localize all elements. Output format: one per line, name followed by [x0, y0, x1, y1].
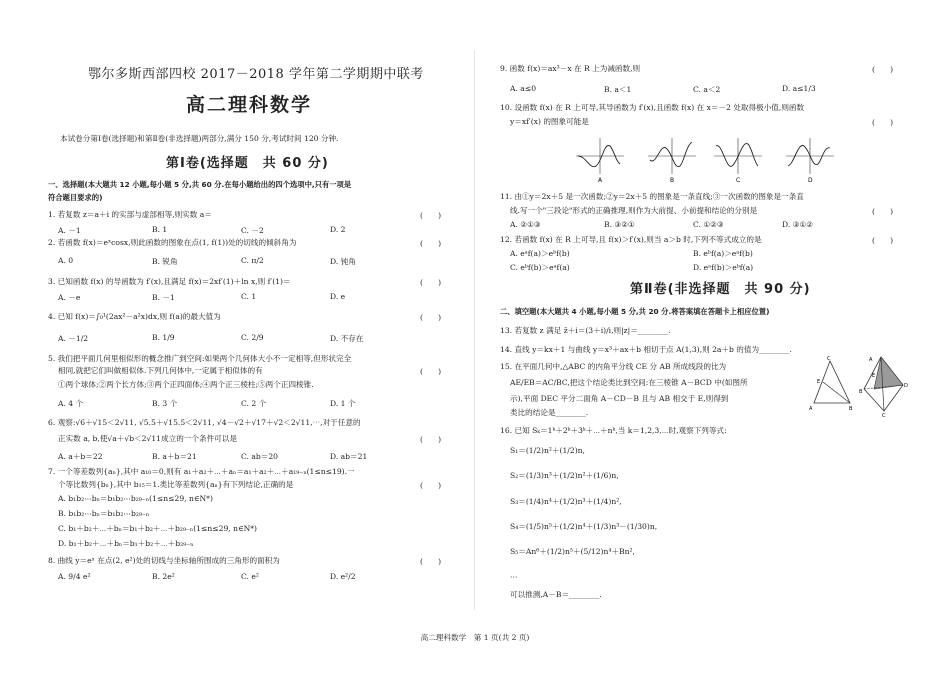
options-row	[58, 398, 448, 410]
question-stem: 2. 若函数 f(x)＝eˣcosx,则此函数的图象在点(1, f(1))处的切线的倾斜角为	[48, 238, 297, 247]
graph-option-a	[574, 136, 626, 184]
question-stem: ①两个球体;②两个长方体;③两个正四面体;④两个正三棱柱;⑤两个正四棱锥.	[58, 380, 314, 389]
option-a: A. a≤0	[510, 84, 537, 93]
question-stem: 4. 已知 f(x)＝∫₀¹(2ax²－a²x)dx,则 f(a)的最大值为	[48, 312, 221, 321]
option-c: C. ab＝20	[241, 452, 279, 461]
svg-text:D: D	[904, 383, 908, 389]
graph-label: A	[598, 177, 603, 184]
options-row	[58, 256, 448, 268]
option-a: A. ②①③	[510, 220, 541, 229]
option-a: A. eᵃf(a)＞eᵇf(b)	[510, 249, 570, 258]
question-stem: 正实数 a, b,使√a＋√b＜2√11成立的一个条件可以是	[58, 434, 237, 443]
option-d: D. eᵃf(b)＞eᵇf(a)	[693, 263, 754, 272]
option-c: C. 2 个	[241, 399, 267, 408]
option-a: A. 4 个	[58, 399, 84, 408]
page-footer: 高二理科数学 第 1 页(共 2 页)	[420, 633, 530, 642]
question-stem: 1. 若复数 z＝a＋i 的实部与虚部相等,则实数 a＝	[48, 210, 212, 219]
option-c: C. e²	[241, 572, 259, 581]
option-c: C. a＜2	[693, 85, 721, 94]
option-b: B. b₁b₂⋯bₙ＝b₁b₂⋯b₂₉₋ₙ	[58, 509, 150, 518]
option-c: C. －2	[241, 226, 264, 235]
option-c: C. eᵇf(b)＞eᵃf(a)	[510, 263, 570, 272]
answer-paren: ( )	[420, 367, 442, 376]
option-d: D. b₁＋b₂＋⋯＋bₙ＝b₁＋b₂＋⋯＋b₂₉₋ₙ	[58, 539, 194, 548]
q16-stem: 16. 已知 Sₖ＝1ᵏ＋2ᵏ＋3ᵏ＋⋯＋nᵏ,当 k＝1,2,3,⋯时,观察下列等式:	[500, 426, 727, 435]
option-b: B. a＋b＝21	[152, 452, 197, 461]
part1-title: 第Ⅰ卷(选择题 共 60 分)	[166, 156, 329, 171]
option-a: A. －1/2	[58, 334, 89, 343]
option-c: C. b₁＋b₂＋⋯＋bₙ＝b₁＋b₂＋⋯＋b₂₉₋ₙ(1≤n≤29, n∈N*)	[58, 524, 258, 533]
answer-paren: ( )	[420, 557, 442, 566]
q15-line4: 类比的结论是________.	[510, 408, 589, 417]
question-stem: 9. 函数 f(x)＝ax³－x 在 R 上为减函数,则	[500, 64, 641, 73]
graph-label: B	[670, 177, 675, 184]
graph-curve	[716, 144, 758, 167]
q15-line1: 15. 在平面几何中,△ABC 的内角平分线 CE 分 AB 所成线段的比为	[500, 362, 727, 371]
part2-title: 第Ⅱ卷(非选择题 共 90 分)	[630, 282, 811, 297]
graph-option-c	[712, 136, 764, 184]
option-d: D. a≤1/3	[782, 84, 816, 93]
svg-text:A: A	[809, 406, 813, 412]
question-stem: 11. 由①y＝2x＋5 是一次函数;②y＝2x＋5 的图象是一条直线;③一次函数的图象是一条直	[500, 192, 804, 201]
answer-paren: ( )	[872, 118, 894, 127]
graph-axes	[576, 138, 624, 174]
s-formula: ⋯	[510, 572, 518, 581]
question-stem: 相同,就把它们叫做相似体.下列几何体中,一定属于相似体的有	[58, 366, 263, 375]
question-stem: 个等比数列{bₙ},其中 b₁₅＝1.类比等差数列{aₙ}有下列结论,正确的是	[58, 480, 294, 489]
graph-label: D	[808, 177, 813, 184]
svg-text:B: B	[849, 406, 853, 412]
question-stem: 6. 观察:√6＋√15＜2√11, √5.5＋√15.5＜2√11, √4－√2＋√17＋√2＜2√11,⋯,对于任意的	[48, 418, 361, 427]
q13: 13. 若复数 z 满足 z̄＋i＝(3＋i)/i,则|z|＝________.	[500, 326, 671, 335]
option-d: D. 钝角	[330, 257, 356, 266]
answer-paren: ( )	[420, 313, 442, 322]
option-a: A. a＋b＝22	[58, 452, 103, 461]
s-formula: S₅＝An⁶＋(1/2)n⁵＋(5/12)n⁴＋Bn²,	[510, 547, 635, 556]
graph-curve	[650, 142, 692, 167]
answer-paren: ( )	[420, 239, 442, 248]
option-a: A. －e	[58, 293, 81, 302]
option-d: D. ③①②	[782, 220, 814, 229]
answer-paren: ( )	[872, 65, 894, 74]
option-b: B. ③②①	[604, 220, 635, 229]
option-c: C. π/2	[241, 256, 264, 265]
option-b: B. －1	[152, 293, 175, 302]
graph-option-b	[646, 136, 698, 184]
s-formula: 可以推测,A－B＝________.	[510, 590, 602, 599]
option-b: B. 1	[152, 225, 168, 234]
options-row	[58, 572, 448, 584]
question-stem: 10. 设函数 f(x) 在 R 上可导,其导函数为 f′(x),且函数 f(x) 在 x＝－2 处取得极小值,则函数	[500, 103, 805, 112]
svg-text:E: E	[817, 379, 821, 385]
question-stem: 线.写一个"三段论"形式的正确推理,则作为大前提、小前提和结论的分别是	[510, 206, 758, 215]
options-row	[58, 225, 448, 237]
q15-figures	[808, 355, 908, 419]
option-d: D. 1 个	[330, 399, 356, 408]
option-b: B. eᵇf(a)＞eᵃf(b)	[693, 249, 753, 258]
question-stem: 5. 我们把平面几何里相似形的概念推广到空间:如果两个几何体大小不一定相等,但形状完全	[48, 354, 352, 363]
option-b: B. a＜1	[604, 85, 632, 94]
option-c: C. 2/9	[241, 333, 264, 342]
question-stem: 12. 若函数 f(x) 在 R 上可导,且 f(x)＞f′(x),则当 a＞b 时,下列不等式成立的是	[500, 235, 762, 244]
school-line: 鄂尔多斯西部四校 2017－2018 学年第二学期期中联考	[88, 67, 424, 82]
option-d: D. 不存在	[330, 334, 364, 343]
answer-paren: ( )	[420, 435, 442, 444]
section2-instructions: 二、填空题(本大题共 4 小题,每小题 5 分,共 20 分.将答案填在答题卡上相应位置)	[500, 307, 770, 316]
svg-text:C: C	[882, 413, 886, 419]
answer-paren: ( )	[420, 481, 442, 490]
triangle-abc-figure	[809, 356, 853, 412]
option-c: C. ①②③	[693, 220, 724, 229]
s-formula: S₃＝(1/4)n⁴＋(1/2)n³＋(1/4)n²,	[510, 497, 622, 506]
option-d: D. ab＝21	[330, 452, 368, 461]
s-formula: S₂＝(1/3)n³＋(1/2)n²＋(1/6)n,	[510, 471, 619, 480]
options-row	[58, 333, 448, 345]
page-fold	[474, 50, 475, 610]
answer-paren: ( )	[872, 207, 894, 216]
options-row	[58, 292, 448, 304]
option-b: B. 2e²	[152, 572, 175, 581]
q15-line3: 示),平面 DEC 平分二面角 A－CD－B 且与 AB 相交于 E,则得到	[510, 394, 729, 403]
question-stem: 8. 曲线 y＝eˣ 在点(2, e²)处的切线与坐标轴所围成的三角形的面积为	[48, 556, 280, 565]
s-formula: S₁＝(1/2)n²＋(1/2)n,	[510, 446, 585, 455]
svg-text:E: E	[872, 373, 876, 379]
svg-text:C: C	[827, 356, 831, 362]
option-a: A. 9/4 e²	[58, 572, 91, 581]
exam-title: 高二理科数学	[186, 94, 313, 116]
options-row	[510, 84, 900, 96]
q15-line2: AE/EB＝AC/BC,把这个结论类比到空间:在三棱锥 A－BCD 中(如图所	[510, 378, 748, 387]
question-stem: 3. 已知函数 f(x) 的导函数为 f′(x),且满足 f(x)＝2xf′(1)＋ln x,则 f′(1)＝	[48, 277, 291, 286]
graph-axes	[648, 138, 696, 174]
option-b: B. 1/9	[152, 333, 175, 342]
option-d: D. 2	[330, 225, 346, 234]
option-a: A. 0	[58, 256, 74, 265]
option-d: D. e	[330, 292, 346, 301]
graph-option-d	[784, 136, 836, 184]
section1-instructions-cont: 符合题目要求的)	[48, 193, 103, 202]
question-stem: 7. 一个等差数列{aₙ},其中 a₁₀＝0,则有 a₁＋a₂＋⋯＋aₙ＝a₁＋a₂＋⋯＋a₁₉₋ₙ(1≤n≤19).一	[48, 467, 355, 476]
option-b: B. 3 个	[152, 399, 178, 408]
question-stem: y＝xf′(x) 的图象可能是	[510, 117, 589, 126]
option-d: D. e²/2	[330, 572, 356, 581]
s-formula: S₄＝(1/5)n⁵＋(1/2)n⁴＋(1/3)n³－(1/30)n,	[510, 522, 658, 531]
option-a: A. －1	[58, 226, 81, 235]
options-row	[510, 220, 900, 232]
q14: 14. 直线 y＝kx＋1 与曲线 y＝x³＋ax＋b 相切于点 A(1,3),则 2a＋b 的值为________.	[500, 345, 792, 354]
svg-text:A: A	[869, 357, 873, 363]
option-c: C. 1	[241, 292, 257, 301]
answer-paren: ( )	[420, 211, 442, 220]
answer-paren: ( )	[420, 278, 442, 287]
answer-paren: ( )	[872, 236, 894, 245]
tetrahedron-abcd-figure	[859, 357, 908, 419]
exam-intro: 本试卷分第Ⅰ卷(选择题)和第Ⅱ卷(非选择题)两部分,满分 150 分,考试时间 120 分钟.	[60, 134, 339, 143]
options-row	[58, 451, 448, 463]
option-b: B. 锐角	[152, 257, 178, 266]
svg-text:B: B	[859, 389, 863, 395]
graph-label: C	[736, 177, 741, 184]
section1-instructions: 一、选择题(本大题共 12 小题,每小题 5 分,共 60 分.在每小题给出的四个选项中,只有一项是	[48, 180, 352, 189]
option-a: A. b₁b₂⋯bₙ＝b₁b₂⋯b₂₉₋ₙ(1≤n≤29, n∈N*)	[58, 494, 213, 503]
